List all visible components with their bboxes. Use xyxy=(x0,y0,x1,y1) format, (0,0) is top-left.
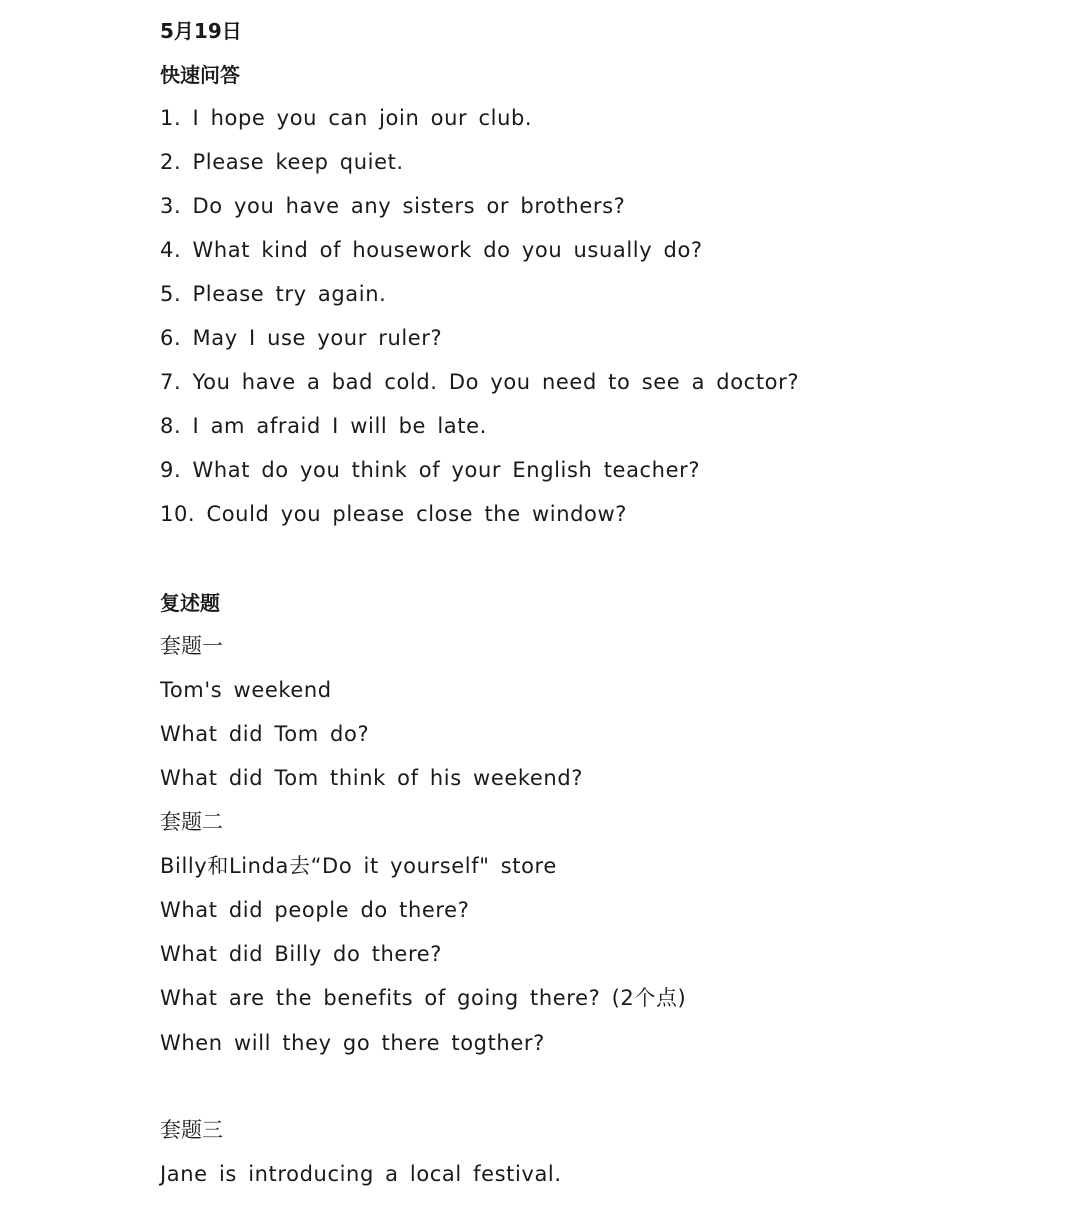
quick-qa-item-5: 5. Please try again. xyxy=(160,282,387,306)
set2-question-3: What are the benefits of going there? (2个点) xyxy=(160,986,687,1010)
set1-question-1: What did Tom do? xyxy=(160,722,370,746)
set1-title: Tom's weekend xyxy=(160,678,332,702)
quick-qa-item-4: 4. What kind of housework do you usually do? xyxy=(160,238,703,262)
quick-qa-item-2: 2. Please keep quiet. xyxy=(160,150,404,174)
quick-qa-item-10: 10. Could you please close the window? xyxy=(160,502,628,526)
date-heading: 5月19日 xyxy=(160,19,242,43)
set1-question-2: What did Tom think of his weekend? xyxy=(160,766,583,790)
quick-qa-heading: 快速问答 xyxy=(160,63,240,87)
set2-question-1: What did people do there? xyxy=(160,898,470,922)
set1-label: 套题一 xyxy=(160,634,223,658)
retell-heading: 复述题 xyxy=(160,591,220,615)
quick-qa-item-6: 6. May I use your ruler? xyxy=(160,326,443,350)
quick-qa-item-8: 8. I am afraid I will be late. xyxy=(160,414,487,438)
quick-qa-item-9: 9. What do you think of your English teacher? xyxy=(160,458,701,482)
set2-question-2: What did Billy do there? xyxy=(160,942,442,966)
quick-qa-item-1: 1. I hope you can join our club. xyxy=(160,106,533,130)
set2-question-4: When will they go there togther? xyxy=(160,1031,545,1055)
set2-label: 套题二 xyxy=(160,810,223,834)
quick-qa-item-7: 7. You have a bad cold. Do you need to see a doctor? xyxy=(160,370,800,394)
set3-title: Jane is introducing a local festival. xyxy=(160,1162,562,1186)
set2-title: Billy和Linda去“Do it yourself" store xyxy=(160,854,557,878)
quick-qa-item-3: 3. Do you have any sisters or brothers? xyxy=(160,194,626,218)
set3-label: 套题三 xyxy=(160,1118,223,1142)
